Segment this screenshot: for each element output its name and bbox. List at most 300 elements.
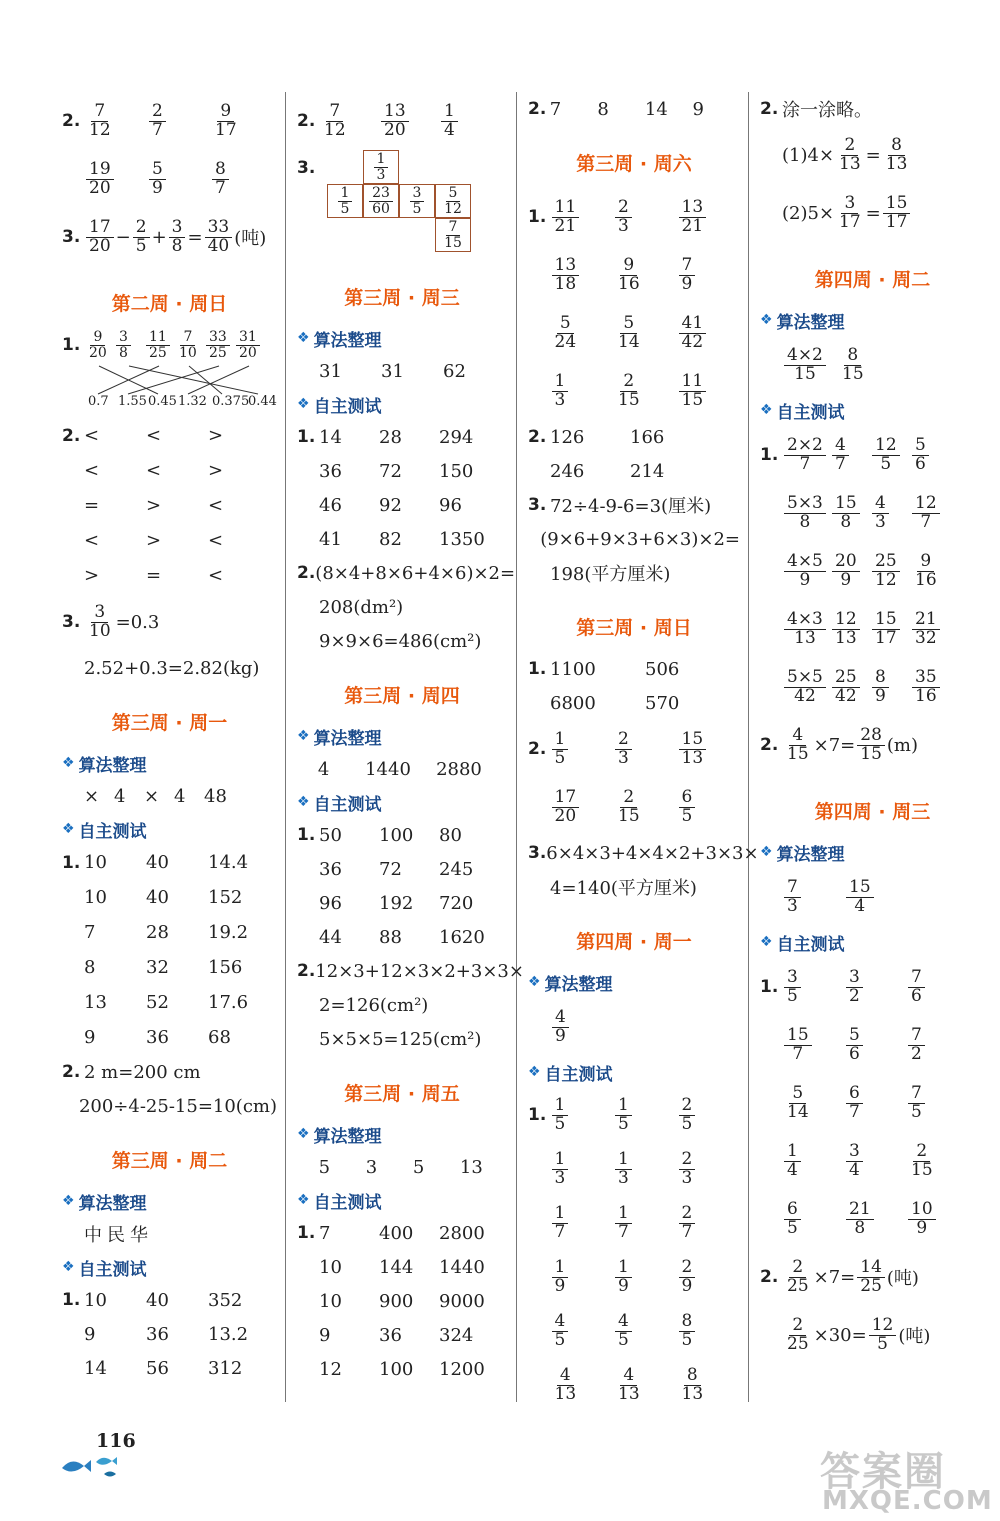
answer-row [62, 845, 277, 880]
fraction [615, 1364, 643, 1404]
answer-row [62, 915, 277, 950]
denominator: 4 [849, 1159, 860, 1180]
answer-item: 352 [208, 1289, 243, 1311]
fraction [784, 492, 826, 532]
numerator: 28 [857, 727, 885, 746]
net-cell [435, 218, 471, 252]
fraction [679, 312, 707, 352]
answer-item [210, 100, 273, 140]
numerator: 10 [908, 1201, 936, 1220]
expression-part: + [151, 226, 167, 248]
denominator: 15 [842, 363, 864, 384]
section-heading: 第三周 · 周三 [344, 286, 460, 309]
fraction [784, 608, 826, 648]
answer-item: 246 [550, 460, 585, 482]
question-number: 1. [62, 852, 81, 873]
subsection-heading [528, 966, 740, 998]
numerator: 31 [236, 330, 260, 346]
denominator: 7 [920, 511, 932, 532]
answer-text: 208(dm²) [319, 596, 404, 618]
answer-item: 80 [439, 824, 462, 846]
fraction [212, 158, 229, 198]
fraction [784, 666, 826, 706]
answer-text: 72÷4-9-6=3(厘米) [550, 496, 712, 517]
answer-item [782, 434, 830, 474]
fraction [857, 724, 885, 764]
answer-item: 5 [412, 1156, 425, 1178]
numerator: 11 [146, 330, 170, 346]
numerator: 2 [679, 1151, 696, 1170]
fraction [615, 786, 643, 826]
fraction [784, 724, 812, 764]
text-line [62, 651, 277, 685]
answer-item: 312 [208, 1357, 243, 1379]
answer-item [830, 608, 870, 648]
denominator: 3 [376, 166, 386, 183]
denominator: 21 [554, 215, 577, 236]
answer-item [906, 966, 968, 1006]
question-number: 2. [297, 563, 316, 583]
text-line [528, 556, 740, 590]
denominator: 3 [681, 1167, 693, 1188]
answer-item: 40 [146, 887, 169, 908]
numerator: 7 [908, 969, 925, 988]
denominator: 6 [915, 453, 926, 474]
answer-item [906, 1198, 968, 1238]
fraction [149, 158, 166, 198]
numerator: 11 [679, 373, 707, 392]
fraction [784, 1024, 812, 1064]
answer-item [550, 728, 614, 768]
fraction [381, 100, 409, 140]
numerator: 13 [381, 103, 409, 122]
denominator: 13 [681, 747, 704, 768]
numerator: 7 [679, 257, 696, 276]
answer-item: 4 [114, 785, 126, 807]
answer-item [84, 100, 147, 140]
expression-part: (1)4× [782, 144, 835, 166]
answer-item: 9000 [439, 1290, 485, 1312]
answer-text: 198(平方厘米) [550, 564, 671, 585]
numerator: 2 [679, 1259, 696, 1278]
answer-item: 2880 [436, 758, 482, 780]
answer-item: 92 [379, 494, 402, 516]
numerator: 3 [169, 219, 186, 238]
answer-text: 4=140(平方厘米) [550, 878, 697, 899]
denominator: 9 [152, 177, 163, 198]
answer-text: 9×9×6=486(cm²) [319, 630, 482, 652]
fraction [883, 134, 911, 174]
text-line [297, 624, 507, 658]
answer-row [62, 150, 277, 208]
subsection-label: 算法整理 [776, 312, 845, 333]
denominator: 4 [444, 119, 455, 140]
answer-item [782, 966, 844, 1006]
decimal-value: 0.375 [212, 394, 250, 409]
denominator: 9 [554, 1275, 566, 1296]
fraction [86, 216, 114, 256]
answer-item: 12 [319, 1358, 342, 1380]
answer-item: 192 [379, 892, 414, 914]
fraction [552, 1202, 569, 1242]
subsection-label: 算法整理 [78, 755, 147, 776]
denominator: 5 [877, 1333, 888, 1354]
answer-item [910, 666, 950, 706]
answer-item [550, 312, 614, 352]
answer-row [62, 880, 277, 915]
section-heading: 第三周 · 周一 [111, 711, 228, 734]
fraction [857, 1256, 885, 1296]
question-number: 2. [528, 99, 547, 119]
answer-item [782, 876, 844, 916]
numerator: 17 [552, 789, 580, 808]
answer-item: > [146, 530, 162, 551]
denominator: 42 [794, 685, 816, 706]
numerator: 2 [789, 1259, 806, 1278]
answer-item [613, 312, 677, 352]
answer-item: 3 [365, 1156, 378, 1178]
fraction [883, 192, 911, 232]
net-cell [399, 184, 435, 218]
denominator: 9 [555, 1025, 566, 1046]
answer-item [870, 550, 910, 590]
fraction [615, 370, 643, 410]
answer-text: 6×4×3+4×4×2+3×3× [546, 842, 759, 864]
denominator: 5 [880, 453, 892, 474]
answer-row [528, 246, 740, 304]
fraction [552, 1364, 580, 1404]
answer-item: 4 [174, 785, 186, 807]
numerator: 1 [615, 1259, 632, 1278]
question-number: 3. [297, 158, 316, 178]
answer-row [528, 188, 740, 246]
answer-row [62, 1351, 277, 1385]
answer-row [62, 1283, 277, 1317]
numerator: 1 [374, 152, 389, 168]
numerator: 3 [841, 195, 858, 214]
fraction [908, 1140, 936, 1180]
text-line [297, 590, 507, 624]
section-heading: 第四周 · 周一 [576, 930, 692, 953]
answer-item: 32 [146, 957, 169, 978]
fraction [872, 550, 900, 590]
numerator: 4 [789, 727, 806, 746]
denominator: 15 [794, 363, 816, 384]
denominator: 17 [885, 211, 908, 232]
numerator: 1 [552, 373, 569, 392]
expression-part: (吨) [234, 228, 267, 249]
denominator: 13 [618, 1383, 640, 1404]
answer-item [782, 1140, 844, 1180]
denominator: 3 [787, 895, 798, 916]
answer-item: < [208, 565, 224, 586]
answer-item: × [84, 785, 100, 807]
numerator: 19 [86, 161, 114, 180]
denominator: 9 [916, 1217, 928, 1238]
column-divider [516, 92, 517, 1402]
numerator: 21 [912, 611, 940, 630]
subsection-heading [297, 786, 507, 818]
numerator: 7 [784, 879, 801, 898]
expression-row [62, 593, 277, 651]
subsection-label: 算法整理 [313, 728, 382, 749]
numerator: 15 [679, 731, 707, 750]
fraction [839, 344, 867, 384]
denominator: 25 [209, 344, 227, 361]
denominator: 25 [149, 344, 167, 361]
answer-row [528, 362, 740, 420]
watermark-logo: 答案圈 [820, 1449, 946, 1495]
answer-row [297, 354, 507, 388]
answer-item [677, 1202, 741, 1242]
section-heading: 第三周 · 周二 [111, 1149, 228, 1172]
answer-item [906, 1140, 968, 1180]
numerator: 8 [679, 1313, 696, 1332]
section-heading: 第四周 · 周二 [814, 268, 931, 291]
numerator: 12 [912, 495, 940, 514]
fraction [784, 876, 801, 916]
numerator: 3 [846, 969, 863, 988]
fraction [679, 1364, 707, 1404]
denominator: 5 [554, 747, 566, 768]
text-line [297, 556, 516, 590]
answer-item [613, 254, 677, 294]
fraction [846, 1198, 874, 1238]
denominator: 7 [215, 177, 226, 198]
answer-item [844, 966, 906, 1006]
fraction [836, 134, 864, 174]
fraction [615, 1256, 632, 1296]
answer-item: 96 [439, 494, 462, 516]
answer-text: (9×6+9×3+6×3)×2= [540, 528, 740, 550]
numerator: 5 [912, 437, 929, 456]
fraction [784, 1140, 801, 1180]
numerator: 5 [557, 315, 574, 334]
fraction [679, 1256, 696, 1296]
numerator: 3 [116, 330, 131, 346]
denominator: 7 [849, 1101, 860, 1122]
numerator: 4×2 [784, 347, 826, 366]
answer-row [62, 453, 277, 488]
numerator: 5 [446, 186, 461, 202]
denominator: 3 [618, 747, 629, 768]
answer-item: 6800 [550, 692, 596, 714]
answer-item: 华 [130, 1225, 148, 1246]
numerator: 5 [620, 315, 637, 334]
text-line [297, 1022, 507, 1056]
numerator: 7 [908, 1085, 925, 1104]
denominator: 25 [787, 1275, 809, 1296]
answer-row [297, 1216, 507, 1250]
answer-item [677, 1094, 741, 1134]
answer-item: 10 [319, 1290, 342, 1312]
numerator: 8 [888, 137, 905, 156]
fraction [832, 492, 860, 532]
denominator: 40 [207, 235, 230, 256]
expression-part: = [187, 226, 203, 248]
fraction [615, 1148, 632, 1188]
denominator: 15 [787, 743, 809, 764]
denominator: 10 [179, 344, 197, 361]
numerator: 11 [552, 199, 580, 218]
answer-item [319, 100, 379, 140]
answer-text: 5×5×5=125(cm²) [319, 1028, 482, 1050]
answer-item: 294 [439, 426, 474, 448]
diamond-icon: ❖ [62, 1193, 75, 1209]
answer-item [677, 370, 741, 410]
numerator: 7 [908, 1027, 925, 1046]
answer-row [62, 1317, 277, 1351]
answer-item [906, 1082, 968, 1122]
answer-item [613, 1148, 677, 1188]
fraction [836, 192, 864, 232]
fraction [169, 216, 186, 256]
fraction-net-diagram [297, 150, 507, 260]
answer-item: 1350 [439, 528, 485, 550]
fraction [441, 220, 465, 250]
answer-item [84, 158, 147, 198]
answer-item [210, 158, 273, 198]
fraction [86, 601, 114, 641]
answer-row [62, 779, 277, 813]
expression-part: (吨) [898, 1326, 931, 1347]
answer-row [528, 998, 740, 1056]
answer-item [613, 370, 677, 410]
answer-row [528, 420, 740, 454]
numerator: 25 [832, 669, 860, 688]
diamond-icon: ❖ [297, 1192, 310, 1208]
numerator: 4×5 [784, 553, 826, 572]
question-number: 2. [528, 739, 547, 759]
fraction [784, 966, 801, 1006]
expression-part: (2)5× [782, 202, 835, 224]
denominator: 8 [171, 235, 183, 256]
answer-row [297, 1352, 507, 1386]
denominator: 9 [799, 569, 811, 590]
subsection-label: 自主测试 [78, 821, 147, 842]
answer-row [297, 92, 507, 150]
answer-item: 4 [317, 758, 330, 780]
numerator: 2 [620, 789, 637, 808]
answer-item [677, 1148, 741, 1188]
answer-row [297, 818, 507, 852]
answer-item: 10 [319, 1256, 342, 1278]
answer-item: 100 [379, 1358, 414, 1380]
denominator: 42 [681, 331, 704, 352]
numerator: 2×2 [784, 437, 826, 456]
subsection-label: 算法整理 [313, 1126, 382, 1147]
subsection-heading [297, 1184, 507, 1216]
answer-item: 570 [645, 692, 680, 714]
fraction [784, 1082, 812, 1122]
section-heading: 第三周 · 周五 [344, 1082, 460, 1105]
answer-text: 2=126(cm²) [319, 994, 429, 1016]
fraction [846, 876, 874, 916]
answer-item: 50 [319, 824, 342, 846]
question-number: 2. [62, 1062, 81, 1082]
fraction [912, 434, 929, 474]
numerator: 21 [846, 1201, 874, 1220]
answer-item [550, 1256, 614, 1296]
answer-item [782, 492, 830, 532]
answer-item [837, 344, 892, 384]
decimal-value: 1.55 [118, 394, 147, 409]
numerator: 12 [872, 437, 900, 456]
denominator: 10 [89, 620, 111, 641]
numerator: 1 [441, 103, 458, 122]
denominator: 12 [444, 200, 462, 217]
answer-row [62, 558, 277, 593]
answer-item: 1100 [550, 658, 596, 680]
question-number: 3. [62, 612, 81, 632]
numerator: 15 [872, 611, 900, 630]
answer-item [830, 550, 870, 590]
fraction [912, 550, 940, 590]
diamond-icon: ❖ [760, 402, 773, 418]
denominator: 3 [875, 511, 886, 532]
question-number: 2. [760, 99, 779, 119]
answer-item [830, 666, 870, 706]
numerator: 1 [615, 1097, 632, 1116]
numerator: 7 [446, 220, 461, 236]
denominator: 9 [618, 1275, 629, 1296]
answer-item [782, 1024, 844, 1064]
denominator: 9 [681, 273, 693, 294]
answer-row [760, 542, 985, 600]
fraction [784, 434, 826, 474]
numerator: 6 [784, 1201, 801, 1220]
answer-item: 1200 [439, 1358, 485, 1380]
answer-row [62, 985, 277, 1020]
answer-item [870, 492, 910, 532]
answer-item: 72 [379, 460, 402, 482]
denominator: 7 [618, 1221, 629, 1242]
question-number: 2. [760, 735, 779, 755]
net-cell [363, 184, 399, 218]
denominator: 5 [135, 235, 147, 256]
answer-row [760, 484, 985, 542]
question-number: 1. [760, 445, 779, 465]
column-divider [748, 92, 749, 1402]
numerator: 25 [872, 553, 900, 572]
denominator: 16 [915, 569, 937, 590]
decimal-value: 0.7 [88, 394, 109, 409]
denominator: 8 [799, 511, 811, 532]
question-number: 1. [528, 207, 547, 227]
answer-item [613, 728, 677, 768]
answer-text: 200÷4-25-15=10(cm) [78, 1095, 277, 1117]
fraction [615, 1094, 632, 1134]
denominator: 7 [799, 453, 811, 474]
answer-item: 8 [597, 98, 609, 120]
page-number: 116 [96, 1430, 136, 1452]
numerator: 1 [615, 1205, 632, 1224]
expression-part: ×30= [813, 1324, 867, 1346]
answer-item: 72 [379, 858, 402, 880]
numerator: 4 [552, 1313, 569, 1332]
fraction [784, 1198, 801, 1238]
answer-item: 13 [459, 1156, 483, 1178]
subsection-heading [297, 720, 507, 752]
denominator: 5 [554, 1113, 566, 1134]
section-heading: 第三周 · 周四 [344, 684, 460, 707]
subsection-heading [297, 322, 507, 354]
answer-item: 10 [84, 852, 107, 873]
answer-text: 涂一涂略。 [782, 100, 872, 121]
denominator: 5 [787, 1217, 798, 1238]
fraction [552, 786, 580, 826]
answer-row [760, 1016, 985, 1074]
